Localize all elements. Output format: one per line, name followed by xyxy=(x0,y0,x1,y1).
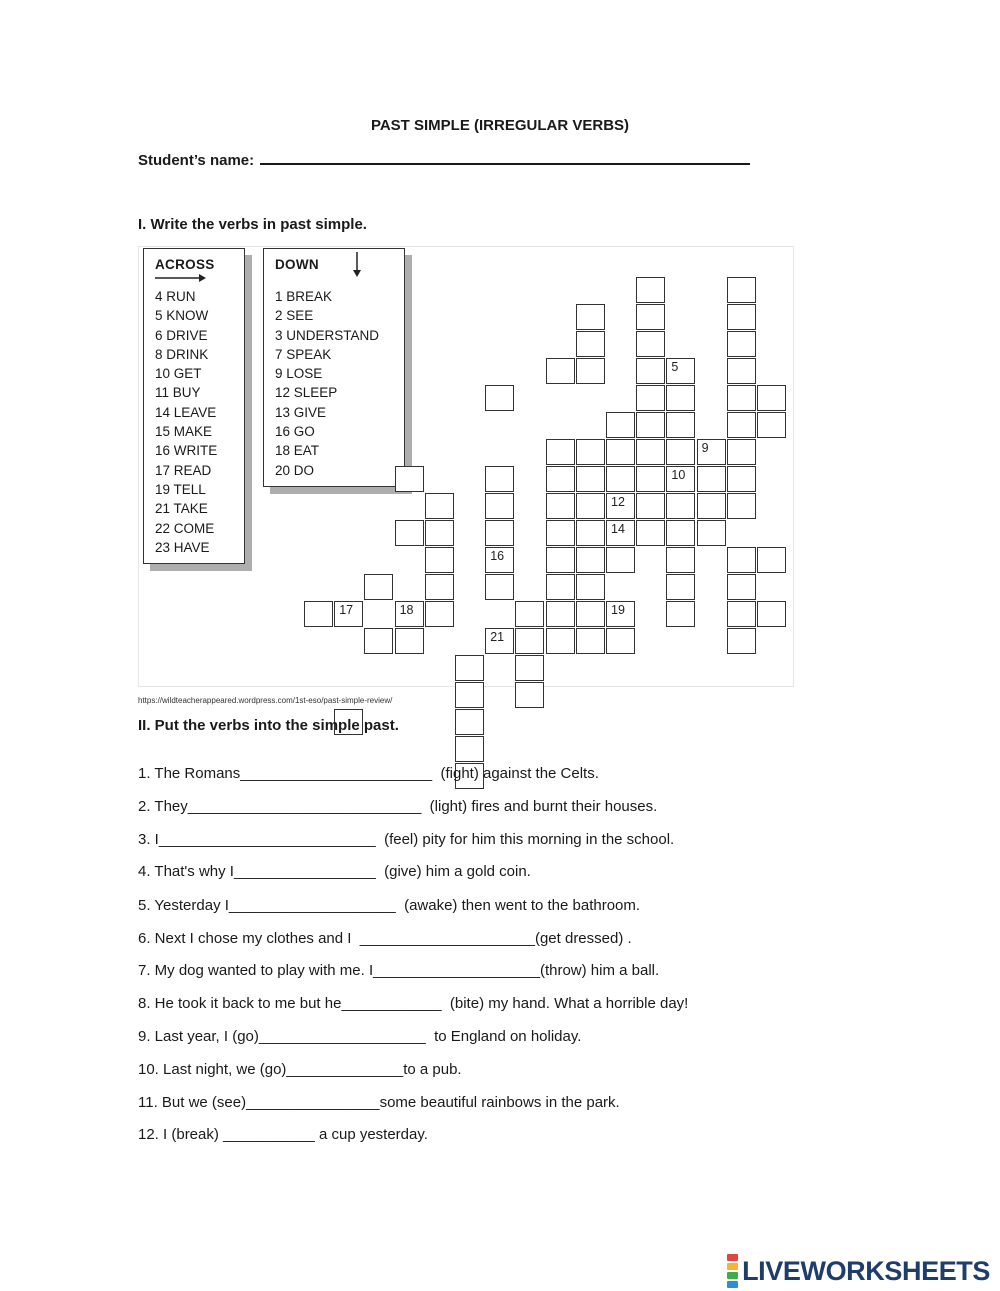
across-clue: 16 WRITE xyxy=(155,443,218,459)
clue-number: 18 xyxy=(399,603,414,617)
crossword-cell[interactable] xyxy=(485,628,514,654)
crossword-cell[interactable] xyxy=(666,520,695,546)
crossword-cell[interactable] xyxy=(576,466,605,492)
down-clue: 3 UNDERSTAND xyxy=(275,327,380,343)
crossword-cell[interactable] xyxy=(636,331,665,357)
crossword-cell[interactable] xyxy=(636,520,665,546)
crossword-cell[interactable] xyxy=(606,493,635,519)
exercise-sentence: 12. I (break) ___________ a cup yesterday. xyxy=(138,1126,428,1143)
crossword-cell[interactable] xyxy=(515,682,544,708)
crossword-cell[interactable] xyxy=(576,547,605,573)
crossword-cell[interactable] xyxy=(546,439,575,465)
crossword-cell[interactable] xyxy=(727,331,756,357)
crossword-cell[interactable] xyxy=(576,628,605,654)
crossword-cell[interactable] xyxy=(576,439,605,465)
crossword-cell[interactable] xyxy=(455,682,484,708)
crossword-cell[interactable] xyxy=(727,439,756,465)
logo-text: LIVEWORKSHEETS xyxy=(742,1255,990,1286)
crossword-cell[interactable] xyxy=(455,709,484,735)
crossword-cell[interactable] xyxy=(697,520,726,546)
across-clue: 11 BUY xyxy=(155,385,201,401)
crossword-cell[interactable] xyxy=(395,628,424,654)
clue-number: 9 xyxy=(701,441,709,455)
crossword-cell[interactable] xyxy=(666,439,695,465)
crossword-cell[interactable] xyxy=(636,412,665,438)
crossword-cell[interactable] xyxy=(546,358,575,384)
crossword-cell[interactable] xyxy=(515,655,544,681)
across-clue: 17 READ xyxy=(155,462,212,478)
crossword-cell[interactable] xyxy=(636,358,665,384)
crossword-cell[interactable] xyxy=(425,547,454,573)
across-heading: ACROSS xyxy=(155,257,215,272)
down-clue: 20 DO xyxy=(275,462,315,478)
crossword-cell[interactable] xyxy=(666,466,695,492)
crossword-cell[interactable] xyxy=(606,601,635,627)
crossword-cell[interactable] xyxy=(425,493,454,519)
crossword-cell[interactable] xyxy=(636,439,665,465)
across-clue: 23 HAVE xyxy=(155,539,210,555)
crossword-cell[interactable] xyxy=(697,439,726,465)
crossword-cell[interactable] xyxy=(485,493,514,519)
crossword-cell[interactable] xyxy=(636,466,665,492)
crossword-cell[interactable] xyxy=(515,628,544,654)
crossword-cell[interactable] xyxy=(546,547,575,573)
crossword-cell[interactable] xyxy=(606,439,635,465)
crossword-cell[interactable] xyxy=(425,601,454,627)
crossword-cell[interactable] xyxy=(606,520,635,546)
crossword-cell[interactable] xyxy=(546,493,575,519)
across-clue: 22 COME xyxy=(155,520,215,536)
section-2-heading: II. Put the verbs into the simple past. xyxy=(138,717,399,734)
across-clue: 19 TELL xyxy=(155,481,206,497)
crossword-cell[interactable] xyxy=(455,655,484,681)
student-name-label: Student’s name: xyxy=(138,152,255,169)
down-clue: 9 LOSE xyxy=(275,366,323,382)
crossword-cell[interactable] xyxy=(485,574,514,600)
exercise-sentence: 4. That's why I_________________ (give) him a gold coin. xyxy=(138,863,531,880)
crossword-cell[interactable] xyxy=(636,493,665,519)
down-clue: 1 BREAK xyxy=(275,289,333,304)
crossword-cell[interactable] xyxy=(727,412,756,438)
crossword-cell[interactable] xyxy=(546,466,575,492)
crossword-cell[interactable] xyxy=(546,574,575,600)
crossword-cell[interactable] xyxy=(666,385,695,411)
crossword-cell[interactable] xyxy=(425,574,454,600)
crossword-cell[interactable] xyxy=(546,628,575,654)
crossword-cell[interactable] xyxy=(757,385,786,411)
across-clue: 6 DRIVE xyxy=(155,327,208,343)
across-clue: 15 MAKE xyxy=(155,424,213,440)
crossword-cell[interactable] xyxy=(636,277,665,303)
crossword-cell[interactable] xyxy=(636,385,665,411)
clue-number: 5 xyxy=(671,360,679,374)
crossword-cell[interactable] xyxy=(697,493,726,519)
clue-number: 14 xyxy=(611,522,625,536)
crossword-cell[interactable] xyxy=(727,547,756,573)
down-clue: 13 GIVE xyxy=(275,404,327,420)
crossword-cell[interactable] xyxy=(697,466,726,492)
crossword-cell[interactable] xyxy=(485,466,514,492)
exercise-sentence: 2. They____________________________ (light) fires and burnt their houses. xyxy=(138,798,658,815)
down-clue: 16 GO xyxy=(275,424,315,440)
across-clue: 4 RUN xyxy=(155,289,196,304)
across-clue: 8 DRINK xyxy=(155,346,209,362)
across-clue: 10 GET xyxy=(155,366,202,382)
exercise-sentence: 1. The Romans_______________________ (fight) against the Celts. xyxy=(138,765,599,782)
crossword-cell[interactable] xyxy=(666,358,695,384)
crossword-cell[interactable] xyxy=(727,358,756,384)
crossword-cell[interactable] xyxy=(576,601,605,627)
clue-number: 19 xyxy=(611,603,625,617)
exercise-sentence: 3. I__________________________ (feel) pity for him this morning in the school. xyxy=(138,831,675,848)
crossword-cell[interactable] xyxy=(576,331,605,357)
crossword-cell[interactable] xyxy=(485,547,514,573)
crossword-cell[interactable] xyxy=(727,574,756,600)
crossword-cell[interactable] xyxy=(576,520,605,546)
crossword-cell[interactable] xyxy=(546,601,575,627)
across-clue: 5 KNOW xyxy=(155,308,209,324)
crossword-cell[interactable] xyxy=(727,304,756,330)
crossword-cell[interactable] xyxy=(757,601,786,627)
crossword-cell[interactable] xyxy=(727,601,756,627)
crossword-cell[interactable] xyxy=(666,412,695,438)
crossword-cell[interactable] xyxy=(727,385,756,411)
crossword-cell[interactable] xyxy=(364,574,393,600)
crossword-cell[interactable] xyxy=(576,574,605,600)
crossword-cell[interactable] xyxy=(636,304,665,330)
crossword-cell[interactable] xyxy=(334,601,363,627)
crossword-cell[interactable] xyxy=(455,736,484,762)
crossword-cell[interactable] xyxy=(425,520,454,546)
crossword-cell[interactable] xyxy=(576,358,605,384)
clue-number: 17 xyxy=(339,603,354,617)
crossword-cell[interactable] xyxy=(364,628,393,654)
exercise-sentence: 7. My dog wanted to play with me. I____________________(throw) him a ball. xyxy=(138,962,660,979)
page-title: PAST SIMPLE (IRREGULAR VERBS) xyxy=(370,117,630,134)
exercise-sentence: 8. He took it back to me but he____________ (bite) my hand. What a horrible day! xyxy=(138,995,689,1012)
crossword-cell[interactable] xyxy=(666,493,695,519)
crossword-cell[interactable] xyxy=(606,628,635,654)
down-heading: DOWN xyxy=(275,257,319,272)
crossword-cell[interactable] xyxy=(485,385,514,411)
source-url: https://wildteacherappeared.wordpress.com/1st-eso/past-simple-review/ xyxy=(138,696,393,705)
across-clue: 14 LEAVE xyxy=(155,404,217,420)
crossword-cell[interactable] xyxy=(576,304,605,330)
clue-number: 12 xyxy=(611,495,625,509)
crossword-cell[interactable] xyxy=(304,601,333,627)
crossword-cell[interactable] xyxy=(606,466,635,492)
crossword-cell[interactable] xyxy=(395,601,424,627)
crossword-cell[interactable] xyxy=(727,628,756,654)
clue-number: 10 xyxy=(671,468,686,482)
crossword-cell[interactable] xyxy=(727,277,756,303)
crossword-cell[interactable] xyxy=(666,601,695,627)
crossword-cell[interactable] xyxy=(666,547,695,573)
crossword-cell[interactable] xyxy=(546,520,575,546)
exercise-sentence: 10. Last night, we (go)______________to a pub. xyxy=(138,1061,462,1078)
crossword-cell[interactable] xyxy=(666,574,695,600)
exercise-sentence: 11. But we (see)________________some beautiful rainbows in the park. xyxy=(138,1094,620,1111)
down-clue: 2 SEE xyxy=(275,308,314,324)
crossword-cell[interactable] xyxy=(606,547,635,573)
crossword-cell[interactable] xyxy=(485,520,514,546)
down-clue: 18 EAT xyxy=(275,443,320,459)
crossword-cell[interactable] xyxy=(515,601,544,627)
clue-number: 16 xyxy=(490,549,505,563)
crossword-cell[interactable] xyxy=(727,466,756,492)
liveworksheets-logo xyxy=(727,1254,990,1288)
across-clue: 21 TAKE xyxy=(155,501,208,517)
down-clue: 7 SPEAK xyxy=(275,346,332,362)
clue-number: 21 xyxy=(490,630,505,644)
exercise-sentence: 6. Next I chose my clothes and I _____________________(get dressed) . xyxy=(138,930,632,947)
logo-mark-icon xyxy=(727,1254,738,1288)
crossword-cell[interactable] xyxy=(727,493,756,519)
section-1-heading: I. Write the verbs in past simple. xyxy=(138,216,367,233)
crossword-cell[interactable] xyxy=(606,412,635,438)
exercise-sentence: 9. Last year, I (go)____________________ to England on holiday. xyxy=(138,1028,582,1045)
crossword-cell[interactable] xyxy=(757,412,786,438)
crossword-cell[interactable] xyxy=(395,520,424,546)
exercise-sentence: 5. Yesterday I____________________ (awake) then went to the bathroom. xyxy=(138,897,641,914)
crossword-cell[interactable] xyxy=(757,547,786,573)
crossword-cell[interactable] xyxy=(576,493,605,519)
crossword-cell[interactable] xyxy=(395,466,424,492)
down-clue: 12 SLEEP xyxy=(275,385,338,401)
